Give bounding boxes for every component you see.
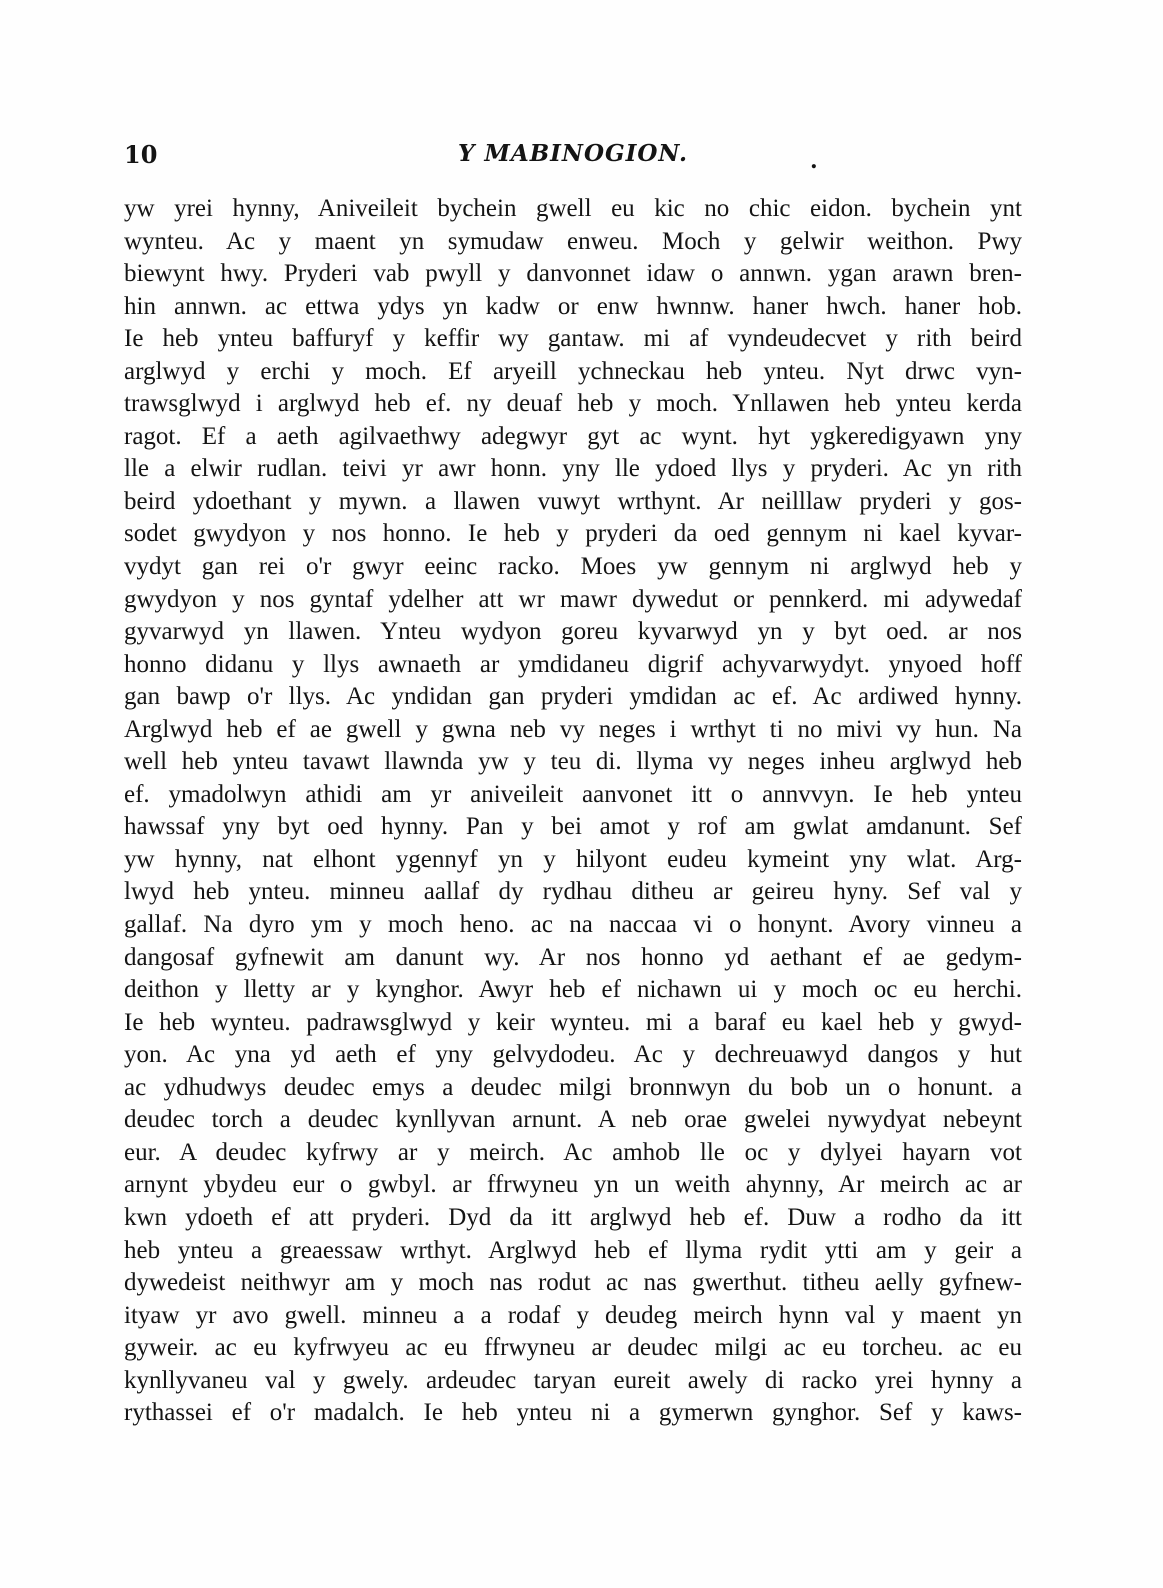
text-line: ityaw yr avo gwell. minneu a a rodaf y deudeg meirch hynn val y maent yn (124, 1301, 1022, 1329)
text-line: dangosaf gyfnewit am danunt wy. Ar nos honno yd aethant ef ae gedym- (124, 943, 1022, 971)
text-line: gwydyon y nos gyntaf ydelher att wr mawr dywedut or pennkerd. mi adywedaf (124, 585, 1022, 613)
text-line: Arglwyd heb ef ae gwell y gwna neb vy neges i wrthyt ti no mivi vy hun. Na (124, 715, 1022, 743)
header-mark: . (810, 148, 818, 174)
text-line: kynllyvaneu val y gwely. ardeudec taryan eureit awely di racko yrei hynny a (124, 1366, 1022, 1394)
text-line: vydyt gan rei o'r gwyr eeinc racko. Moes yw gennym ni arglwyd heb y (124, 553, 1022, 581)
text-line: rythassei ef o'r madalch. Ie heb ynteu ni a gymerwn gynghor. Sef y kaws- (124, 1399, 1022, 1427)
text-line: ac ydhudwys deudec emys a deudec milgi bronnwyn du bob un o honunt. a (124, 1073, 1022, 1101)
text-line: gallaf. Na dyro ym y moch heno. ac na naccaa vi o honynt. Avory vinneu a (124, 911, 1022, 939)
text-line: Ie heb wynteu. padrawsglwyd y keir wynteu. mi a baraf eu kael heb y gwyd- (124, 1008, 1022, 1036)
text-line: ef. ymadolwyn athidi am yr aniveileit aanvonet itt o annvvyn. Ie heb ynteu (124, 780, 1022, 808)
page-header (124, 140, 1022, 176)
text-line: hawssaf yny byt oed hynny. Pan y bei amot y rof am gwlat amdanunt. Sef (124, 813, 1022, 841)
text-line: gan bawp o'r llys. Ac yndidan gan pryderi ymdidan ac ef. Ac ardiwed hynny. (124, 683, 1022, 711)
text-line: yw yrei hynny, Aniveileit bychein gwell eu kic no chic eidon. bychein ynt (124, 195, 1022, 222)
body-text (124, 193, 1022, 1430)
text-line: Ie heb ynteu baffuryf y keffir wy gantaw. mi af vyndeudecvet y rith beird (124, 325, 1022, 353)
running-title: Y MABINOGION. (458, 140, 688, 167)
text-line: lle a elwir rudlan. teivi yr awr honn. yny lle ydoed llys y pryderi. Ac yn rith (124, 455, 1022, 483)
text-line: well heb ynteu tavawt llawnda yw y teu di. llyma vy neges inheu arglwyd heb (124, 748, 1022, 776)
text-line: deudec torch a deudec kynllyvan arnunt. A neb orae gwelei nywydyat nebeynt (124, 1106, 1022, 1134)
text-line: yw hynny, nat elhont ygennyf yn y hilyont eudeu kymeint yny wlat. Arg- (124, 845, 1022, 873)
page-number: 10 (124, 140, 158, 169)
text-line: honno didanu y llys awnaeth ar ymdidaneu digrif achyvarwydyt. ynyoed hoff (124, 650, 1022, 678)
text-line: yon. Ac yna yd aeth ef yny gelvydodeu. Ac y dechreuawyd dangos y hut (124, 1041, 1022, 1069)
text-line: arglwyd y erchi y moch. Ef aryeill ychneckau heb ynteu. Nyt drwc vyn- (124, 357, 1022, 385)
text-line: gyweir. ac eu kyfrwyeu ac eu ffrwyneu ar deudec milgi ac eu torcheu. ac eu (124, 1334, 1022, 1362)
text-line: biewynt hwy. Pryderi vab pwyll y danvonnet idaw o annwn. ygan arawn bren- (124, 260, 1022, 288)
text-line: arnynt ybydeu eur o gwbyl. ar ffrwyneu yn un weith ahynny, Ar meirch ac ar (124, 1171, 1022, 1199)
text-line: ragot. Ef a aeth agilvaethwy adegwyr gyt ac wynt. hyt ygkeredigyawn yny (124, 422, 1022, 450)
text-line: gyvarwyd yn llawen. Ynteu wydyon goreu kyvarwyd yn y byt oed. ar nos (124, 618, 1022, 646)
text-line: dywedeist neithwyr am y moch nas rodut ac nas gwerthut. titheu aelly gyfnew- (124, 1269, 1022, 1297)
text-line: beird ydoethant y mywn. a llawen vuwyt wrthynt. Ar neilllaw pryderi y gos- (124, 487, 1022, 515)
text-line: trawsglwyd i arglwyd heb ef. ny deuaf heb y moch. Ynllawen heb ynteu kerda (124, 390, 1022, 418)
text-line: heb ynteu a greaessaw wrthyt. Arglwyd heb ef llyma rydit ytti am y geir a (124, 1236, 1022, 1264)
text-line: hin annwn. ac ettwa ydys yn kadw or enw hwnnw. haner hwch. haner hob. (124, 292, 1022, 320)
text-line: sodet gwydyon y nos honno. Ie heb y pryderi da oed gennym ni kael kyvar- (124, 520, 1022, 548)
text-line: lwyd heb ynteu. minneu aallaf dy rydhau ditheu ar geireu hyny. Sef val y (124, 878, 1022, 906)
text-line: kwn ydoeth ef att pryderi. Dyd da itt arglwyd heb ef. Duw a rodho da itt (124, 1203, 1022, 1231)
text-line: deithon y lletty ar y kynghor. Awyr heb ef nichawn ui y moch oc eu herchi. (124, 976, 1022, 1004)
text-line: eur. A deudec kyfrwy ar y meirch. Ac amhob lle oc y dylyei hayarn vot (124, 1138, 1022, 1166)
text-line: wynteu. Ac y maent yn symudaw enweu. Moch y gelwir weithon. Pwy (124, 227, 1022, 255)
